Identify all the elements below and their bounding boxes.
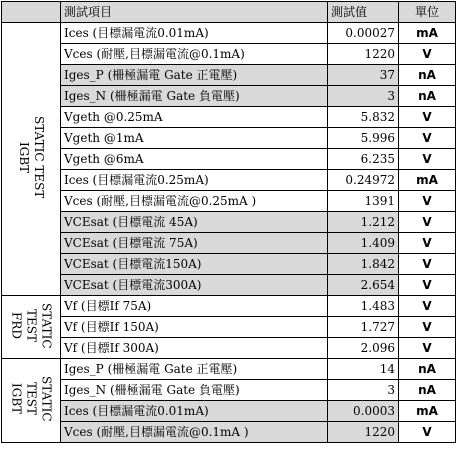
row-unit: V: [399, 191, 456, 212]
header-blank-cell: [2, 2, 61, 23]
row-unit: V: [399, 149, 456, 170]
table-row: [2, 401, 456, 422]
row-name: Iges_P (柵極漏電 Gate 正電壓): [61, 359, 328, 380]
row-unit: V: [399, 233, 456, 254]
table-row: [2, 170, 456, 191]
row-name: VCEsat (目標電流 45A): [61, 212, 328, 233]
row-value: 1.483: [328, 296, 399, 317]
row-unit: V: [399, 212, 456, 233]
header-unit: 單位: [399, 2, 456, 23]
row-name: Iges_N (柵極漏電 Gate 負電壓): [61, 380, 328, 401]
table-row: [2, 380, 456, 401]
row-value: 2.654: [328, 275, 399, 296]
row-unit: nA: [399, 86, 456, 107]
row-name: Iges_N (柵極漏電 Gate 負電壓): [61, 86, 328, 107]
row-name: VCEsat (目標電流150A): [61, 254, 328, 275]
table-row: [2, 422, 456, 443]
row-name: VCEsat (目標電流300A): [61, 275, 328, 296]
row-name: Ices (目標漏電流0.01mA): [61, 401, 328, 422]
row-unit: mA: [399, 170, 456, 191]
header-value: 測試值: [328, 2, 399, 23]
row-value: 1.212: [328, 212, 399, 233]
row-value: 2.096: [328, 338, 399, 359]
row-value: 14: [328, 359, 399, 380]
row-unit: V: [399, 422, 456, 443]
row-value: 6.235: [328, 149, 399, 170]
row-value: 1391: [328, 191, 399, 212]
row-value: 1220: [328, 422, 399, 443]
row-value: 1.842: [328, 254, 399, 275]
row-name: Vf (目標If 150A): [61, 317, 328, 338]
table-row: [2, 359, 456, 380]
header-row: [2, 2, 456, 23]
row-value: 0.0003: [328, 401, 399, 422]
table-row: [2, 275, 456, 296]
row-value: 1.409: [328, 233, 399, 254]
table-row: [2, 191, 456, 212]
table-row: [2, 149, 456, 170]
section-label-igbt-2: STATIC TEST IGBT: [2, 359, 61, 443]
table-row: [2, 296, 456, 317]
row-unit: nA: [399, 359, 456, 380]
row-unit: V: [399, 128, 456, 149]
row-unit: nA: [399, 380, 456, 401]
row-name: Vgeth @6mA: [61, 149, 328, 170]
table-row: [2, 65, 456, 86]
table-row: [2, 128, 456, 149]
row-unit: V: [399, 317, 456, 338]
row-value: 0.24972: [328, 170, 399, 191]
row-value: 3: [328, 380, 399, 401]
table-row: [2, 23, 456, 44]
header-item: 測試項目: [61, 2, 328, 23]
row-value: 37: [328, 65, 399, 86]
row-name: Vgeth @0.25mA: [61, 107, 328, 128]
row-name: Iges_P (柵極漏電 Gate 正電壓): [61, 65, 328, 86]
row-value: 3: [328, 86, 399, 107]
row-unit: V: [399, 296, 456, 317]
table-row: [2, 317, 456, 338]
table-row: [2, 212, 456, 233]
row-unit: mA: [399, 23, 456, 44]
row-unit: mA: [399, 401, 456, 422]
table-row: [2, 86, 456, 107]
row-unit: V: [399, 44, 456, 65]
row-name: Ices (目標漏電流0.01mA): [61, 23, 328, 44]
test-results-table: [1, 1, 456, 443]
row-value: 0.00027: [328, 23, 399, 44]
row-name: Vf (目標If 300A): [61, 338, 328, 359]
row-name: Vces (耐壓,目標漏電流@0.25mA ): [61, 191, 328, 212]
table-row: [2, 254, 456, 275]
table-row: [2, 233, 456, 254]
section-label-igbt: STATIC TEST IGBT: [2, 23, 61, 296]
row-unit: V: [399, 254, 456, 275]
row-value: 5.996: [328, 128, 399, 149]
row-name: Vces (耐壓,目標漏電流@0.1mA): [61, 44, 328, 65]
row-unit: nA: [399, 65, 456, 86]
row-unit: V: [399, 275, 456, 296]
row-name: Vces (耐壓,目標漏電流@0.1mA ): [61, 422, 328, 443]
row-value: 1.727: [328, 317, 399, 338]
row-unit: V: [399, 107, 456, 128]
table-row: [2, 338, 456, 359]
row-unit: V: [399, 338, 456, 359]
row-name: Vgeth @1mA: [61, 128, 328, 149]
table-row: [2, 107, 456, 128]
row-name: VCEsat (目標電流 75A): [61, 233, 328, 254]
row-value: 5.832: [328, 107, 399, 128]
row-name: Ices (目標漏電流0.25mA): [61, 170, 328, 191]
section-label-frd: STATIC TEST FRD: [2, 296, 61, 359]
row-name: Vf (目標If 75A): [61, 296, 328, 317]
row-value: 1220: [328, 44, 399, 65]
table-row: [2, 44, 456, 65]
